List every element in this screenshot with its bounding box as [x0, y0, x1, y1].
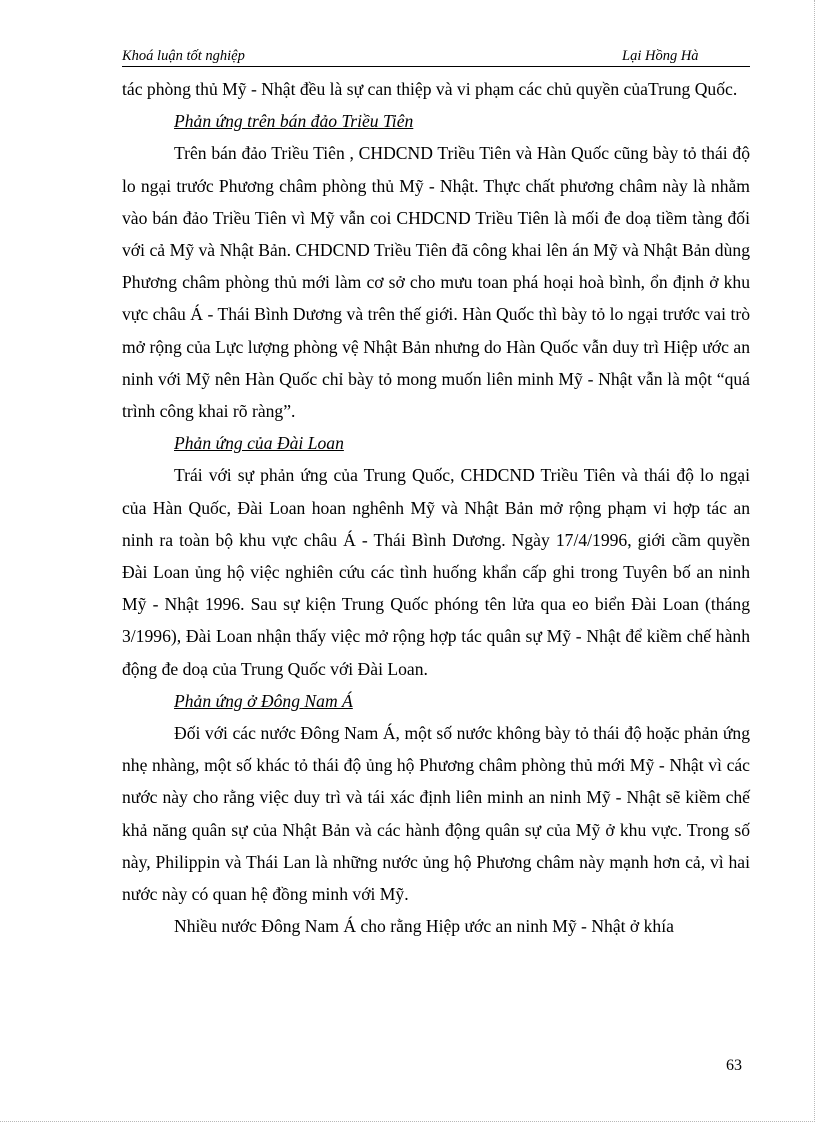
paragraph-continuation: tác phòng thủ Mỹ - Nhật đều là sự can thiệp và vi phạm các chủ quyền củaTrung Quốc.: [122, 79, 738, 99]
section-heading-korea: Phản ứng trên bán đảo Triều Tiên: [174, 111, 414, 132]
document-body: [122, 73, 750, 942]
running-header: [122, 46, 750, 67]
page-number: 63: [726, 1057, 742, 1074]
paragraph-taiwan: Trái với sự phản ứng của Trung Quốc, CHDCND Triều Tiên và thái độ lo ngại của Hàn Quốc, Đài Loan hoan nghênh Mỹ và Nhật Bản mở rộng phạm vi hợp tác an ninh ra toàn bộ khu vực châu Á - Thái Bình Dương. Ngày 17/4/1996, giới cầm quyền Đài Loan ủng hộ việc nghiên cứu các tình huống khẩn cấp ghi trong Tuyên bố an ninh Mỹ - Nhật 1996. Sau sự kiện Trung Quốc phóng tên lửa qua eo biển Đài Loan (tháng 3/1996), Đài Loan nhận thấy việc mở rộng hợp tác quân sự Mỹ - Nhật để kiềm chế hành động đe doạ của Trung Quốc với Đài Loan.: [122, 465, 750, 679]
paragraph-korea: Trên bán đảo Triều Tiên , CHDCND Triều Tiên và Hàn Quốc cũng bày tỏ thái độ lo ngại trước Phương châm phòng thủ Mỹ - Nhật. Thực chất phương châm này là nhằm vào bán đảo Triều Tiên vì Mỹ vẫn coi CHDCND Triều Tiên là mối đe doạ tiềm tàng đối với cả Mỹ và Nhật Bản. CHDCND Triều Tiên đã công khai lên án Mỹ và Nhật Bản dùng Phương châm phòng thủ mới làm cơ sở cho mưu toan phá hoại hoà bình, ổn định ở khu vực châu Á - Thái Bình Dương và trên thế giới. Hàn Quốc thì bày tỏ lo ngại trước vai trò mở rộng của Lực lượng phòng vệ Nhật Bản nhưng do Hàn Quốc vẫn duy trì Hiệp ước an ninh với Mỹ nên Hàn Quốc chỉ bày tỏ mong muốn liên minh Mỹ - Nhật vẫn là một “quá trình công khai rõ ràng”.: [122, 143, 750, 422]
paragraph-southeast-asia: Đối với các nước Đông Nam Á, một số nước không bày tỏ thái độ hoặc phản ứng nhẹ nhàng, một số khác tỏ thái độ ủng hộ Phương châm phòng thủ mới Mỹ - Nhật vì các nước này cho rằng việc duy trì và tái xác định liên minh an ninh Mỹ - Nhật sẽ kiềm chế khả năng quân sự của Nhật Bản và các hành động quân sự của Mỹ ở khu vực. Trong số này, Philippin và Thái Lan là những nước ủng hộ Phương châm này mạnh hơn cả, vì hai nước này có quan hệ đồng minh với Mỹ.: [122, 723, 750, 905]
section-heading-southeast-asia: Phản ứng ở Đông Nam Á: [174, 690, 353, 711]
header-thesis-title: Khoá luận tốt nghiệp: [122, 48, 245, 64]
section-heading-taiwan: Phản ứng của Đài Loan: [174, 433, 344, 454]
paragraph-southeast-asia-continued: Nhiều nước Đông Nam Á cho rằng Hiệp ước an ninh Mỹ - Nhật ở khía: [174, 916, 674, 937]
header-author: Lại Hồng Hà: [622, 48, 699, 64]
